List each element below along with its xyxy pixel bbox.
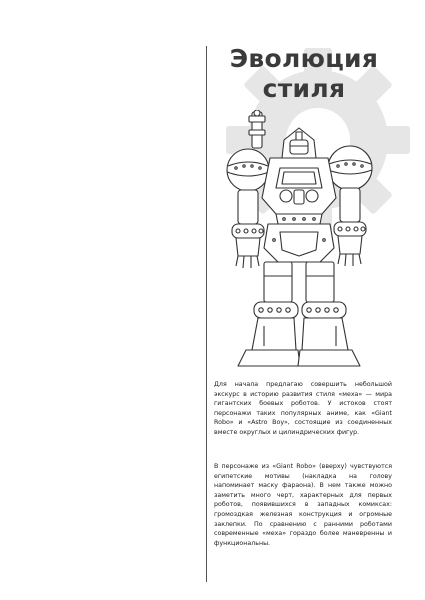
title-line-1: Эволюция <box>229 44 379 73</box>
paragraph-2: В персонаже из «Giant Robo» (вверху) чувствуются египетские мотивы (накладка на голову напоминает маску фараона). В нем также можно заметить много черт, характерных для первых роботов, появившихся в западных комиксах: громоздкая железная конструкция и огромные заклепки. По сравнению с ранними роботами современные «меха» гораздо более маневренны и функциональны. <box>214 463 392 547</box>
paragraph-1: Для начала предлагаю совершить небольшой экскурс в историю развития стиля «меха» — мира гигантских боевых роботов. У истоков стоят персонажи таких популярных аниме, как «Giant Robo» и «Astro Boy», состоящие из соединенных вместе округлых и цилиндрических фигур. <box>214 381 392 436</box>
page-title <box>214 44 394 104</box>
title-line-2: стиля <box>262 74 346 103</box>
paragraph-giant-robo <box>214 462 392 548</box>
paragraph-intro <box>214 380 392 438</box>
robot-line-drawing <box>224 110 374 372</box>
column-divider <box>206 46 207 582</box>
